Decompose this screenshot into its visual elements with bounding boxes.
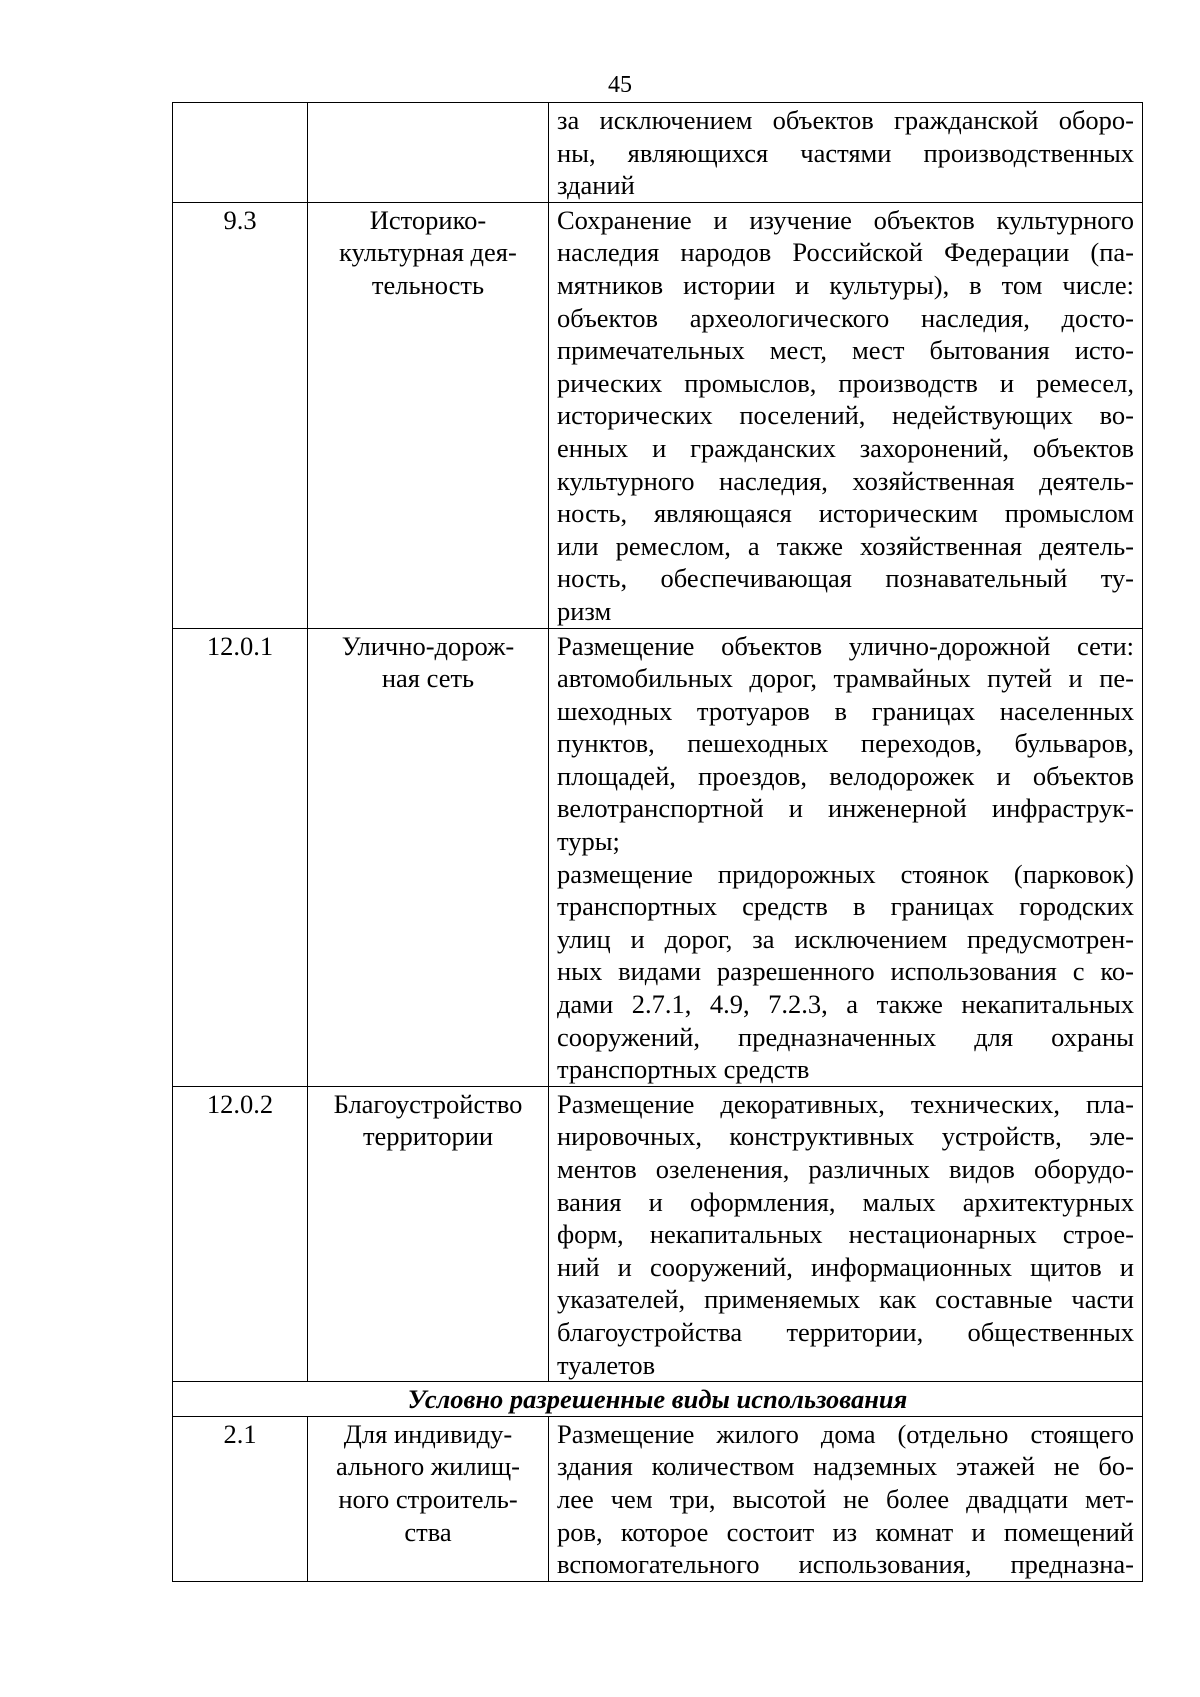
name-line: Благоустройство — [333, 1088, 523, 1119]
description-line: Размещение объектов улично-дорожной сети: — [557, 630, 1134, 661]
description-line: улиц и дорог, за исключением предусмотрен- — [557, 923, 1134, 954]
code-cell: 12.0.1 — [173, 628, 308, 1086]
description-line: за исключением объектов гражданской оборо- — [557, 105, 1134, 135]
name-line: ального жилищ- — [336, 1451, 520, 1482]
name-line: Для индивиду- — [343, 1418, 513, 1449]
description-line: культурного наследия, хозяйственная деятель- — [557, 465, 1134, 496]
description-cell — [549, 202, 1143, 628]
name-cell — [308, 628, 549, 1086]
description-line: нировочных, конструктивных устройств, эле- — [557, 1121, 1134, 1152]
code-cell: 12.0.2 — [173, 1086, 308, 1381]
description-line: пунктов, пешеходных переходов, бульваров, — [557, 728, 1134, 759]
table-row — [173, 1086, 1143, 1381]
description-line: размещение придорожных стоянок (парковок) — [557, 858, 1134, 889]
description-line: ны, являющихся частями производственных — [557, 137, 1134, 168]
description-line: ний и сооружений, информационных щитов и — [557, 1251, 1134, 1282]
description-line: Размещение декоративных, технических, пла- — [557, 1088, 1134, 1119]
description-line: форм, некапитальных нестационарных строе- — [557, 1219, 1134, 1250]
name-line: культурная дея- — [339, 237, 517, 268]
description-line: ность, обеспечивающая познавательный ту- — [557, 563, 1134, 594]
description-line: автомобильных дорог, трамвайных путей и пе- — [557, 663, 1134, 694]
description-line: дами 2.7.1, 4.9, 7.2.3, а также некапитальных — [557, 989, 1134, 1020]
description-line: указателей, применяемых как составные части — [557, 1284, 1134, 1315]
description-line: рических промыслов, производств и ремесел, — [557, 367, 1134, 398]
description-line: Сохранение и изучение объектов культурного — [557, 204, 1134, 235]
description-line: благоустройства территории, общественных — [557, 1316, 1134, 1347]
code-cell: 9.3 — [173, 202, 308, 628]
description-cell — [549, 628, 1143, 1086]
description-line: примечательных мест, мест бытования исто- — [557, 335, 1134, 366]
description-line: ров, которое состоит из комнат и помещений — [557, 1516, 1134, 1547]
name-cell — [308, 103, 549, 203]
description-line: сооружений, предназначенных для охраны — [557, 1021, 1134, 1052]
name-line: ная сеть — [381, 663, 475, 694]
description-line: лее чем три, высотой не более двадцати мет- — [557, 1483, 1134, 1514]
description-line: мятников истории и культуры), в том числе: — [557, 269, 1134, 300]
description-line: ных видами разрешенного использования с ко- — [557, 956, 1134, 987]
name-line: ства — [404, 1516, 452, 1547]
description-line: транспортных средств в границах городских — [557, 891, 1134, 922]
description-line: вспомогательного использования, предназна- — [557, 1549, 1134, 1580]
name-line: Улично-дорож- — [341, 630, 515, 661]
description-line: велотранспортной и инженерной инфраструк- — [557, 793, 1134, 824]
code-cell — [173, 103, 308, 203]
description-line: туры; — [557, 826, 620, 857]
description-line: Размещение жилого дома (отдельно стоящего — [557, 1418, 1134, 1449]
description-line: здания количеством надземных этажей не бо- — [557, 1451, 1134, 1482]
section-heading: Условно разрешенные виды использования — [173, 1382, 1143, 1417]
description-line: зданий — [557, 170, 635, 201]
description-line: исторических поселений, недействующих во- — [557, 400, 1134, 431]
page-number: 45 — [608, 72, 632, 98]
table-row — [173, 202, 1143, 628]
description-line: ность, являющаяся историческим промыслом — [557, 498, 1134, 529]
description-line: шеходных тротуаров в границах населенных — [557, 695, 1134, 726]
description-line: транспортных средств — [557, 1054, 810, 1085]
description-line: енных и гражданских захоронений, объектов — [557, 432, 1134, 463]
description-cell — [549, 1086, 1143, 1381]
section-heading-row — [173, 1382, 1143, 1417]
land-use-table — [172, 102, 1143, 1582]
description-line: туалетов — [557, 1349, 656, 1380]
name-cell — [308, 1086, 549, 1381]
description-cell — [549, 1416, 1143, 1581]
name-line: территории — [362, 1121, 494, 1152]
name-line: ного строитель- — [338, 1483, 518, 1514]
name-cell — [308, 202, 549, 628]
table-row — [173, 1416, 1143, 1581]
code-cell: 2.1 — [173, 1416, 308, 1581]
description-cell — [549, 103, 1143, 203]
description-line: ризм — [557, 595, 612, 626]
description-line: вания и оформления, малых архитектурных — [557, 1186, 1134, 1217]
name-line: тельность — [371, 269, 485, 300]
name-line: Историко- — [369, 204, 487, 235]
description-line: наследия народов Российской Федерации (па- — [557, 237, 1134, 268]
table-row — [173, 103, 1143, 203]
description-line: площадей, проездов, велодорожек и объектов — [557, 760, 1134, 791]
description-line: или ремеслом, а также хозяйственная деятель- — [557, 530, 1134, 561]
table-row — [173, 628, 1143, 1086]
description-line: ментов озеленения, различных видов оборудо- — [557, 1154, 1134, 1184]
table-body — [173, 103, 1143, 1582]
name-cell — [308, 1416, 549, 1581]
description-line: объектов археологического наследия, досто- — [557, 302, 1134, 333]
